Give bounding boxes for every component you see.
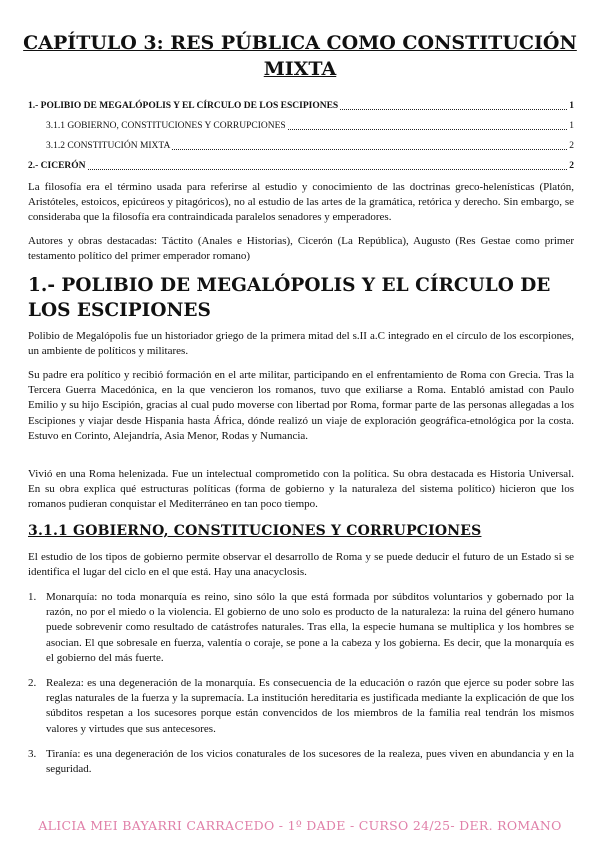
list-number: 1. [28,591,37,603]
intro-paragraph: La filosofía era el término usada para referirse al estudio y conocimiento de las doctrinas greco-helenísticas (Platón, Aristóteles, estoicos, epicúreos y pitagóricos), no al estudio de las artes de la gramática, retórica y derecho. Sin embargo, se consideraba que la filosofía era contraindicada paralelos senadores y emperadores. [28,181,574,224]
section-paragraph: Polibio de Megalópolis fue un historiador griego de la primera mitad del s.II a.C integrado en el círculo de los escorpiones, un ambiente de políticos y militares. [28,330,574,358]
toc-entry-page: 1 [569,121,574,131]
intro-authors-paragraph: Autores y obras destacadas: Táctito (Anales e Historias), Cicerón (La República), Augusto (Res Gestae como primer testamento político del primer emperador romano) [28,235,574,263]
list-item [28,590,574,666]
list-item [28,747,574,777]
toc-entry[interactable] [28,133,574,153]
section-paragraph: Su padre era político y recibió formación en el arte militar, participando en el enfrentamiento de Roma con Grecia. Tras la Tercera Guerra Macedónica, en la que vencieron los romanos, tuvo que exiliarse a Roma. Entabló amistad con Paulo Emilio y su hijo Escipión, gracias al cual pudo moverse con libertad por Roma, formar parte de las personas allegadas a los Escipiones y viajar desde Hispania hasta África, dónde realizó un viaje de exploración geográfica-etnológica por la costa. Estuvo en Corinto, Alejandría, Asia Menor, Rodas y Numancia. [28,369,574,442]
toc-entry-page: 2 [569,161,574,171]
list-item [28,676,574,737]
toc-entry-label: 3.1.2 CONSTITUCIÓN MIXTA [46,141,171,151]
toc-leader [172,149,567,150]
toc-entry[interactable] [28,153,574,173]
toc-entry[interactable] [28,93,574,113]
list-number: 3. [28,747,37,760]
toc-entry-label: 3.1.1 GOBIERNO, CONSTITUCIONES Y CORRUPCIONES [46,121,286,131]
subsection-paragraph: El estudio de los tipos de gobierno permite observar el desarrollo de Roma y se puede deducir el futuro de un Estado si se identifica el lugar del ciclo en el que está. Hay una anacyclosis. [28,551,574,579]
government-types-list [28,590,574,787]
section-paragraph: Vivió en una Roma helenizada. Fue un intelectual comprometido con la política. Su obra destacada es Historia Universal. En su obra explica qué estructuras políticas (forma de gobierno y la naturaleza del sistema político) hicieron que los romanos pudieran conquistar el Mediterráneo en tan poco tiempo. [28,468,574,511]
list-number: 2. [28,677,37,690]
toc-entry[interactable] [28,113,574,133]
list-item-text: Monarquía: no toda monarquía es reino, sino sólo la que está formada por súbditos voluntarios y gobernado por la razón, no por el miedo o la violencia. El gobierno de uno solo es producto de la naturaleza: la ruina del género humano puede sobrevenir como resultado de catástrofes naturales. Tras ella, la especie humana se multiplica y los hombres se asocian. El que sobresale en fuerza, valentía o coraje, se pone a la cabeza y los gobierna. Es decir, que la monarquía es el gobierno del más fuerte. [46,591,574,664]
chapter-title: CAPÍTULO 3: RES PÚBLICA COMO CONSTITUCIÓN MIXTA [23,32,577,80]
section-heading: 1.- POLIBIO DE MEGALÓPOLIS Y EL CÍRCULO DE LOS ESCIPIONES [28,275,551,321]
toc-entry-label: 2.- CICERÓN [28,161,86,171]
toc-entry-page: 1 [569,101,574,111]
subsection-heading: 3.1.1 GOBIERNO, CONSTITUCIONES Y CORRUPCIONES [28,523,482,539]
toc-entry-label: 1.- POLIBIO DE MEGALÓPOLIS Y EL CÍRCULO DE LOS ESCIPIONES [28,101,339,111]
list-item-text: Realeza: es una degeneración de la monarquía. Es consecuencia de la educación o razón que ejerce su poder sobre las reglas naturales de la fuerza y la supremacía. La institución hereditaria es justificada mediante la explicación de que los súbditos respetan a los sucesores porque están convencidos de los miembros de la familia real tendrán los mismos valores y virtudes que sus antecesores. [46,677,574,735]
table-of-contents [28,93,574,173]
list-item-text: Tiranía: es una degeneración de los vicios conaturales de los sucesores de la realeza, pues viven en abundancia y en la seguridad. [46,747,574,776]
toc-leader [88,169,568,170]
page-footer: ALICIA MEI BAYARRI CARRACEDO - 1º DADE - CURSO 24/25- DER. ROMANO [38,818,562,833]
toc-entry-page: 2 [569,141,574,151]
toc-leader [340,109,567,110]
toc-leader [288,129,568,130]
